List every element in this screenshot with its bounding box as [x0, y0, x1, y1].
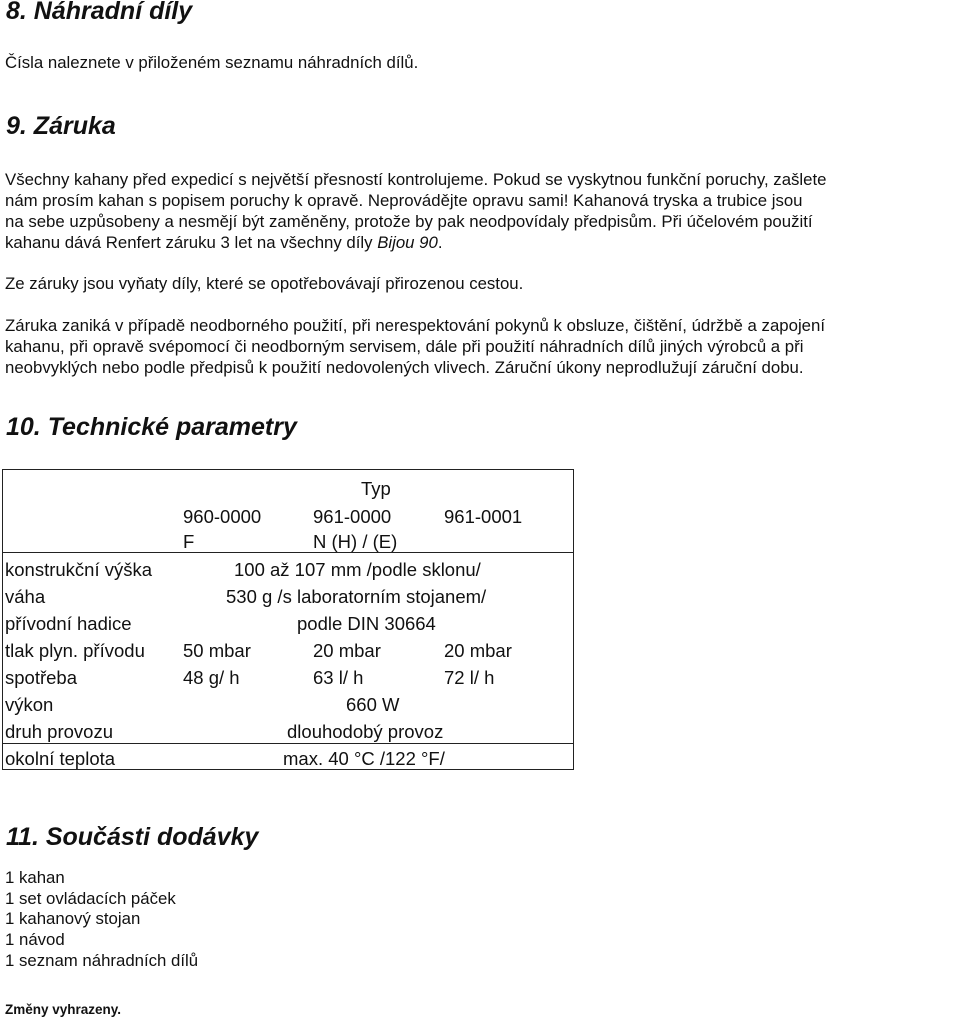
- text-line: Všechny kahany před expedicí s největší přesností kontrolujeme. Pokud se vyskytnou funkční poruchy, zašlete: [5, 170, 827, 189]
- text-line: neobvyklých nebo podle předpisů k použití nedovolených vlivech. Záruční úkony neprodlužují záruční dobu.: [5, 358, 804, 377]
- row-value-pressure: 20 mbar: [313, 640, 381, 661]
- row-value-operation: dlouhodobý provoz: [287, 721, 444, 742]
- footer-note: Změny vyhrazeny.: [5, 1002, 122, 1017]
- section-8-heading: 8. Náhradní díly: [6, 0, 193, 25]
- model-961-0001: 961-0001: [444, 506, 523, 527]
- text-line: kahanu, při opravě svépomocí či neodborným servisem, dále při použití náhradních dílů jiných výrobců a při: [5, 337, 804, 356]
- section-11-heading: 11. Součásti dodávky: [6, 823, 259, 851]
- row-value-pressure: 20 mbar: [444, 640, 512, 661]
- row-value-consumption: 72 l/ h: [444, 667, 495, 688]
- list-item: 1 set ovládacích páček: [5, 888, 176, 908]
- list-item: 1 kahan: [5, 868, 65, 887]
- row-value-pressure: 50 mbar: [183, 640, 251, 661]
- row-value-consumption: 48 g/ h: [183, 667, 240, 688]
- row-label-consumption: spotřeba: [5, 667, 77, 688]
- row-label-operation: druh provozu: [5, 721, 113, 742]
- type-header: Typ: [361, 478, 391, 499]
- row-label-power: výkon: [5, 694, 54, 715]
- row-value-power: 660 W: [346, 694, 400, 715]
- section-10-heading: 10. Technické parametry: [6, 413, 297, 441]
- row-label-height: konstrukční výška: [5, 559, 153, 580]
- row-value-weight: 530 g /s laboratorním stojanem/: [226, 586, 487, 607]
- section-8-text: Čísla naleznete v přiloženém seznamu náhradních dílů.: [5, 53, 419, 72]
- row-value-consumption: 63 l/ h: [313, 667, 364, 688]
- warranty-paragraph-3: [5, 315, 960, 378]
- row-label-weight: váha: [5, 586, 46, 607]
- text-line: na sebe uzpůsobeny a nesmějí být zaměněny, protože by pak neodpovídaly předpisům. Při účelovém použití: [5, 212, 813, 231]
- delivery-contents-list: [5, 868, 198, 972]
- model-961-0000: 961-0000: [313, 506, 392, 527]
- list-item: 1 návod: [5, 930, 65, 950]
- text-line: nám prosím kahan s popisem poruchy k opravě. Neprovádějte opravu sami! Kahanová tryska a trubice jsou: [5, 191, 803, 210]
- warranty-paragraph-2: Ze záruky jsou vyňaty díly, které se opotřebovávají přirozenou cestou.: [5, 274, 524, 293]
- technical-parameters-table: [2, 469, 574, 770]
- warranty-paragraph-1: [5, 169, 960, 253]
- row-label-pressure: tlak plyn. přívodu: [5, 640, 145, 661]
- list-item: 1 kahanový stojan: [5, 909, 141, 929]
- row-value-height: 100 až 107 mm /podle sklonu/: [234, 559, 481, 580]
- row-label-hose: přívodní hadice: [5, 613, 132, 634]
- gas-type-n: N (H) / (E): [313, 531, 398, 552]
- table-divider: [3, 552, 573, 553]
- model-960-0000: 960-0000: [183, 506, 262, 527]
- row-value-ambient: max. 40 °C /122 °F/: [283, 748, 445, 769]
- row-label-ambient: okolní teplota: [5, 748, 116, 769]
- list-item: 1 seznam náhradních dílů: [5, 950, 199, 970]
- row-value-hose: podle DIN 30664: [297, 613, 436, 634]
- product-name: Bijou 90: [377, 233, 438, 252]
- text-line: kahanu dává Renfert záruku 3 let na všechny díly Bijou 90.: [5, 233, 443, 252]
- text-line: Záruka zaniká v případě neodborného použití, při nerespektování pokynů k obsluze, čištění, údržbě a zapojení: [5, 316, 825, 335]
- section-9-heading: 9. Záruka: [6, 112, 116, 140]
- gas-type-f: F: [183, 531, 195, 552]
- table-divider: [3, 743, 573, 744]
